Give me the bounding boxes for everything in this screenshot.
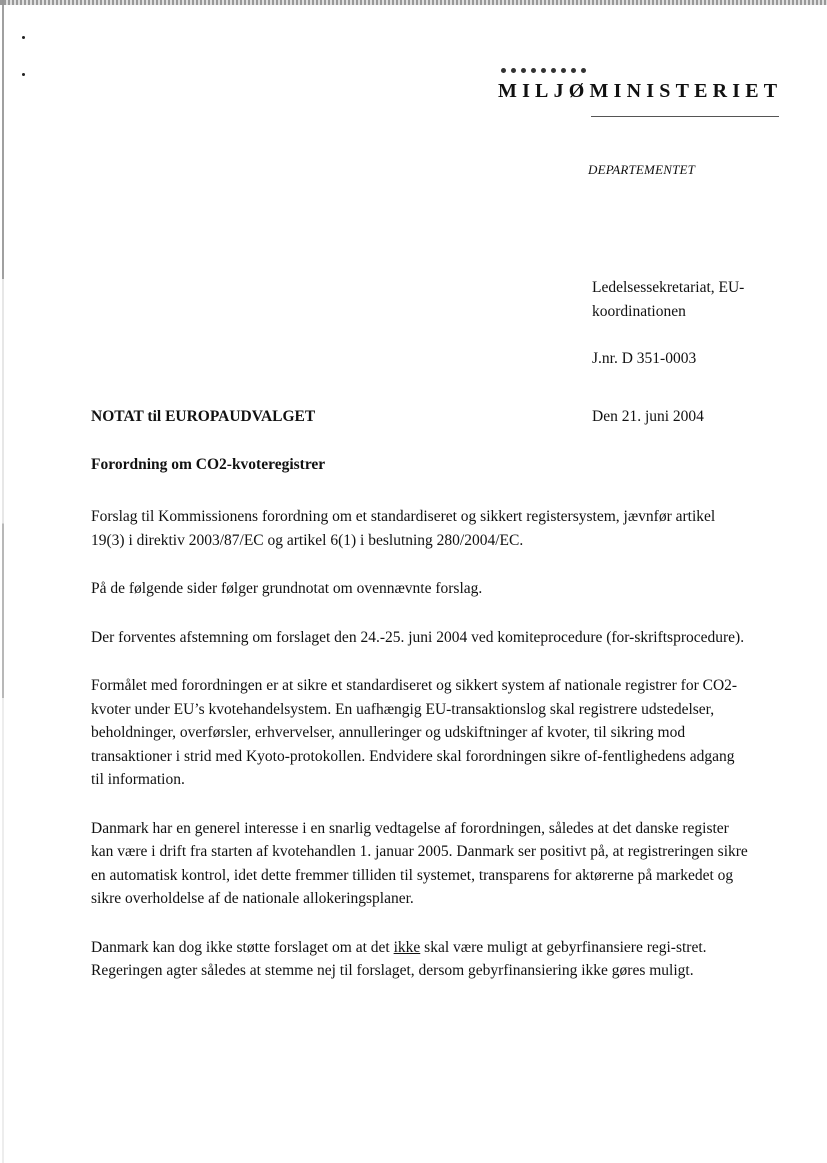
sender-unit-line1: Ledelsessekretariat, EU- (592, 279, 745, 296)
body-paragraph: På de følgende sider følger grundnotat om ovennævnte forslag. (91, 580, 483, 597)
ministry-logo (498, 66, 788, 103)
journal-number: J.nr. D 351-0003 (592, 350, 697, 367)
ministry-name: MILJØMINISTERIET (498, 80, 783, 102)
body-paragraph: Forslag til Kommissionens forordning om et standardiseret og sikkert registersystem, jævnfør artikel 19(3) i direktiv 2003/87/EC og artikel 6(1) i beslutning 280/2004/EC. (91, 508, 716, 549)
sender-unit-line2: koordinationen (592, 303, 686, 320)
underlined-word: ikke (393, 938, 421, 956)
sender-unit (592, 276, 782, 324)
memo-heading: NOTAT til EUROPAUDVALGET (91, 408, 316, 425)
memo-subject: Forordning om CO2-kvoteregistrer (91, 456, 326, 473)
memo-date: Den 21. juni 2004 (592, 408, 704, 425)
body-paragraph: Formålet med forordningen er at sikre et standardiseret og sikkert system af nationale registrer for CO2-kvoter under EU’s kvotehandelsystem. En uafhængig EU-transaktionslog skal registrere udstedelser, beholdninger, overførsler, erhvervelser, annulleringer og udskiftninger af kvoter, til sikring mod transaktioner i strid med Kyoto-protokollen. Endvidere skal forordningen sikre of-fentlighedens adgang til information. (91, 677, 738, 788)
scan-speck (22, 73, 25, 76)
logo-rule (591, 116, 779, 117)
body-paragraph: Danmark har en generel interesse i en snarlig vedtagelse af forordningen, således at det danske register kan være i drift fra starten af kvotehandlen 1. januar 2005. Danmark ser positivt på, at registreringen sikre en automatisk kontrol, idet dette fremmer tilliden til systemet, transparens for aktørerne på markedet og sikre overholdelse af de nationale allokeringsplaner. (91, 819, 748, 907)
final-text-before: Danmark kan dog ikke støtte forslaget om at det (91, 938, 394, 956)
scan-top-edge (0, 0, 827, 5)
scan-speck (22, 36, 25, 39)
logo-dots (501, 66, 788, 74)
department-label: DEPARTEMENTET (588, 162, 696, 177)
final-text-after: skal være muligt at gebyrfinansiere regi-stret. Regeringen agter således at stemme nej til forslaget, dersom gebyrfinansiering ikke gøres muligt. (91, 938, 707, 979)
body-paragraph-final (91, 936, 751, 983)
body-paragraph: Der forventes afstemning om forslaget den 24.-25. juni 2004 ved komiteprocedure (for-skriftsprocedure). (91, 628, 745, 646)
scan-left-edge (2, 0, 4, 1163)
memo-body (91, 505, 751, 1008)
